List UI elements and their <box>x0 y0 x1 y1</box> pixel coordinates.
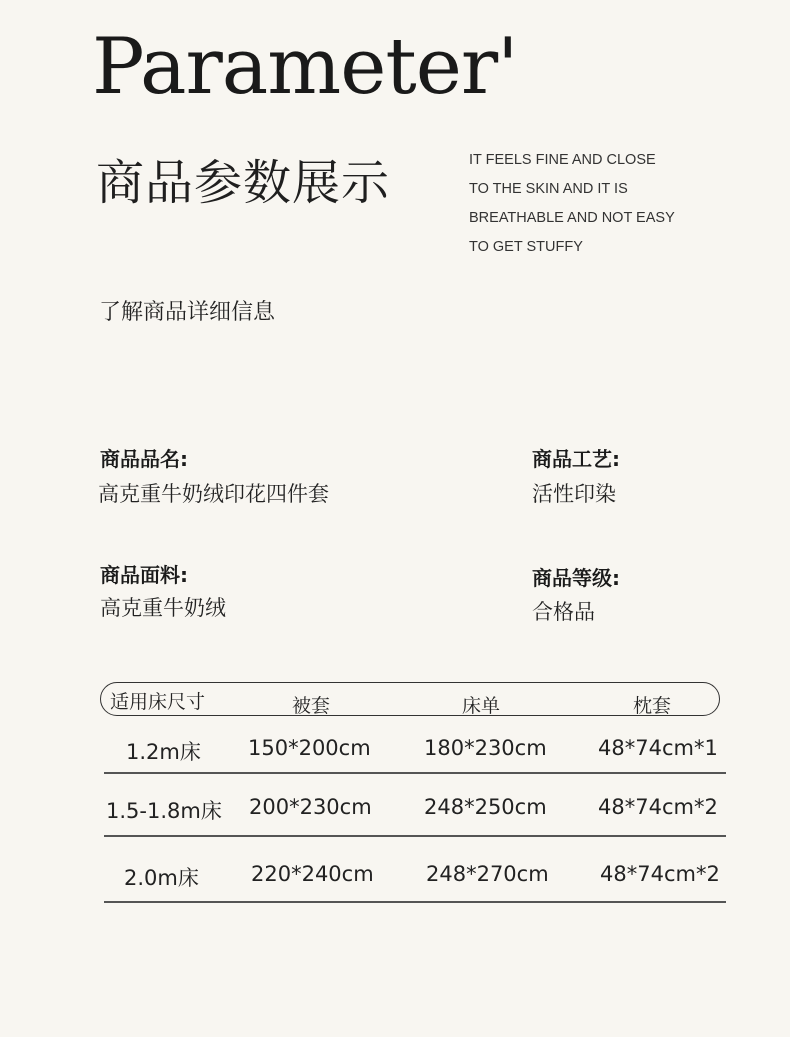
product-grade-label: 商品等级: <box>532 566 620 590</box>
table-cell-pillow: 48*74cm*2 <box>600 862 720 886</box>
table-cell-duvet: 220*240cm <box>251 862 374 886</box>
table-cell-pillow: 48*74cm*2 <box>598 795 718 819</box>
table-header-duvet-cover: 被套 <box>292 695 331 717</box>
product-craft-label: 商品工艺: <box>532 447 620 471</box>
table-cell-duvet: 200*230cm <box>249 795 372 819</box>
product-name-value: 高克重牛奶绒印花四件套 <box>98 482 329 506</box>
table-divider <box>104 835 726 837</box>
product-fabric-label: 商品面料: <box>100 563 188 587</box>
table-header-bed-sheet: 床单 <box>462 695 501 717</box>
product-fabric-value: 高克重牛奶绒 <box>100 596 226 620</box>
table-cell-size: 1.2m床 <box>126 740 201 764</box>
table-cell-size: 2.0m床 <box>124 866 199 890</box>
slogan-line: TO GET STUFFY <box>469 239 583 255</box>
slogan-line: BREATHABLE AND NOT EASY <box>469 210 675 226</box>
subtitle: 了解商品详细信息 <box>99 300 276 325</box>
product-craft-value: 活性印染 <box>532 482 616 506</box>
table-cell-sheet: 180*230cm <box>424 736 547 760</box>
table-cell-pillow: 48*74cm*1 <box>598 736 718 760</box>
table-header-bed-size: 适用床尺寸 <box>110 691 206 713</box>
title-chinese: 商品参数展示 <box>96 155 391 211</box>
title-english: Parameter' <box>92 22 518 112</box>
table-cell-sheet: 248*270cm <box>426 862 549 886</box>
table-divider <box>104 772 726 774</box>
table-header-pillowcase: 枕套 <box>633 695 672 717</box>
slogan-line: IT FEELS FINE AND CLOSE <box>469 152 656 168</box>
table-cell-sheet: 248*250cm <box>424 795 547 819</box>
slogan-line: TO THE SKIN AND IT IS <box>469 181 628 197</box>
slogan <box>469 146 675 262</box>
table-cell-duvet: 150*200cm <box>248 736 371 760</box>
product-name-label: 商品品名: <box>100 447 188 471</box>
table-divider <box>104 901 726 903</box>
product-grade-value: 合格品 <box>532 600 595 624</box>
table-cell-size: 1.5-1.8m床 <box>106 799 222 823</box>
